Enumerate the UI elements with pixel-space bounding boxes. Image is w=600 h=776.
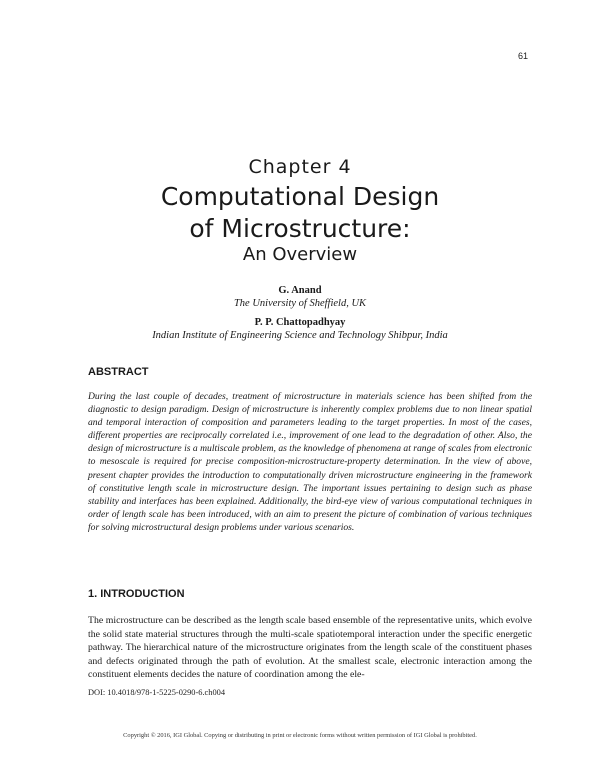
chapter-subtitle: An Overview [242,244,358,265]
introduction-text: The microstructure can be described as the length scale based ensemble of the representative units, which evolve the solid state material structures through the multi-scale spatiotemporal interaction under the specific energetic pathway. The hierarchical nature of the microstructure originates from the length scale of the constituent phases and defects originated through the path of evolution. At the smallest scale, electronic interaction among the constituent elements decides the nature of coordination among the ele- [88,615,532,681]
page-number: 61 [517,51,528,61]
chapter-header [0,155,600,266]
copyright-notice: Copyright © 2016, IGI Global. Copying or distributing in print or electronic forms without written permission of IGI Global is prohibited. [123,732,477,739]
doi-line: DOI: 10.4018/978-1-5225-0290-6.ch004 [88,688,226,697]
chapter-title-line-1: Computational Design [160,182,440,211]
author-affiliation: Indian Institute of Engineering Science and Technology Shibpur, India [152,330,448,341]
abstract-text: During the last couple of decades, treatment of microstructure in materials science has been shifted from the diagnostic to design paradigm. Design of microstructure is inherently complex problems due to non linear spatial and temporal interaction of composition and parameters leading to the target properties. In most of the cases, different properties are reciprocally correlated i.e., improvement of one lead to the degradation of other. Also, the design of microstructure is a multiscale problem, as the knowledge of phenomena at range of scales from electronic to mesoscale is required for precise composition-microstructure-property determination. In the view of above, present chapter provides the introduction to computationally driven microstructure engineering in the framework of constitutive length scale in microstructure design. The important issues pertaining to design such as phase stability and interfaces has been explained. Additionally, the bird-eye view of various computational techniques in order of length scale has been introduced, with an aim to present the picture of combination of various techniques for solving microstructural design problems under various scenarios. [88,391,532,533]
chapter-title-line-2: of Microstructure: [189,214,411,243]
author-list [0,284,600,348]
author-entry [0,284,600,310]
author-affiliation: The University of Sheffield, UK [233,298,367,309]
author-name: G. Anand [278,285,322,296]
author-name: P. P. Chattopadhyay [254,317,346,328]
author-entry [0,316,600,342]
abstract-heading: ABSTRACT [88,366,149,378]
introduction-heading: 1. INTRODUCTION [88,588,185,600]
chapter-label: Chapter 4 [248,156,352,178]
